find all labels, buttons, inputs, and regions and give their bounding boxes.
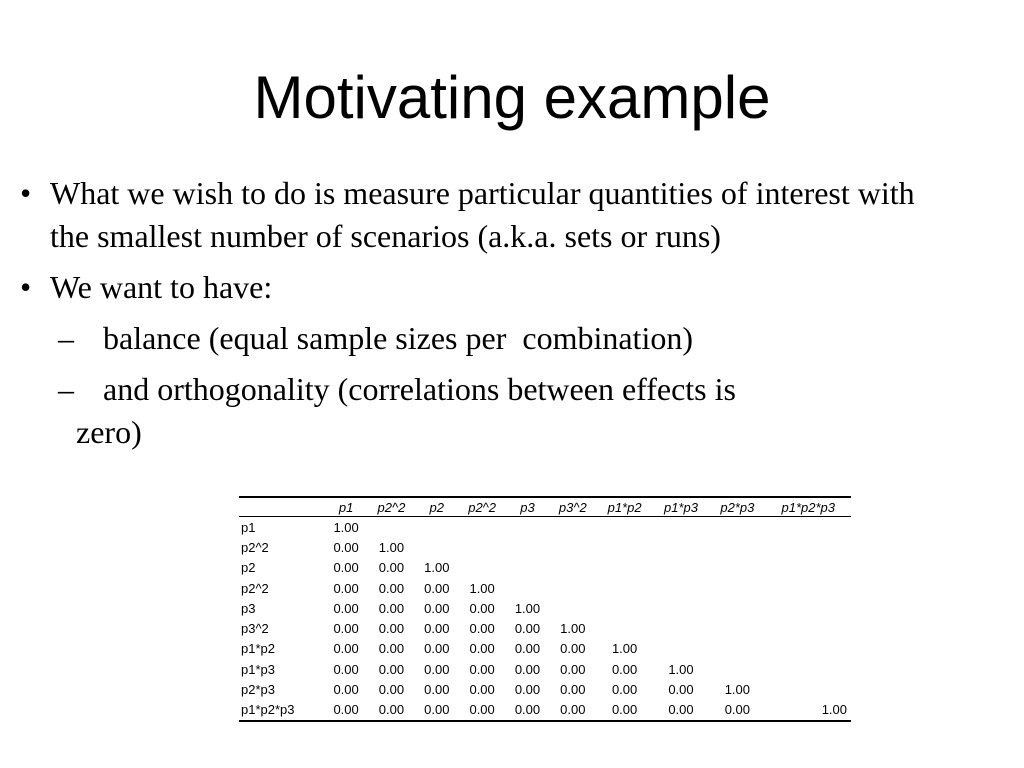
table-cell: 0.00 [469,641,495,657]
table-cell: 0.00 [333,702,359,718]
table-cell: 1.00 [333,519,359,535]
sub-bullet-item [20,368,930,454]
table-row-label: p1*p3 [241,661,275,677]
table-column-header: p1*p2*p3 [766,497,851,517]
table-cell [653,598,709,618]
table-cell [549,517,596,538]
table-cell: 1.00 [821,702,847,718]
table-cell [766,618,851,638]
table-cell: 0.00 [469,600,495,616]
table-cell [766,517,851,538]
table-column-header: p2*p3 [709,497,765,517]
table-cell [709,659,765,679]
table-cell [766,639,851,659]
table-cell: 0.00 [424,682,450,698]
table-cell: 0.00 [469,661,495,677]
bullet-item [20,266,930,309]
table-cell [766,578,851,598]
table-cell [766,679,851,699]
table-cell: 0.00 [333,641,359,657]
table-cell [415,517,459,538]
table-cell: 0.00 [560,661,586,677]
table-cell: 0.00 [378,641,405,657]
table-cell: 0.00 [724,702,750,718]
table-column-header: p1 [324,497,368,517]
table-column-header: p3 [506,497,550,517]
table-cell [653,517,709,538]
table-cell: 0.00 [514,682,541,698]
table-column-header: p1*p2 [596,497,652,517]
table-cell: 0.00 [469,621,495,637]
bullet-text: What we wish to do is measure particular quantities of interest with the smallest number of scenarios (a.k.a. sets or runs) [50,175,915,254]
table-cell: 0.00 [611,661,638,677]
table-cell [709,537,765,557]
table-cell [709,598,765,618]
table-cell [506,537,550,557]
table-cell [459,537,506,557]
table-cell: 0.00 [560,682,586,698]
bullet-mark: • [20,175,32,211]
table-cell [596,558,652,578]
table-cell [506,517,550,538]
table-cell [766,659,851,679]
table-cell [506,558,550,578]
table-row [239,679,851,699]
table-cell: 0.00 [611,682,638,698]
table-cell: 1.00 [424,560,450,576]
sub-bullet-text-continued: zero) [76,414,142,450]
table-cell: 0.00 [424,702,450,718]
table-row-label: p1 [241,519,256,535]
table-cell: 0.00 [378,560,405,576]
table-cell: 0.00 [424,600,450,616]
table-row [239,639,851,659]
table-cell: 1.00 [724,682,750,698]
table-row [239,578,851,598]
table-header-row [239,497,851,517]
table-cell: 0.00 [333,580,359,596]
table-cell: 0.00 [514,621,541,637]
table-cell [596,578,652,598]
table-cell: 0.00 [469,702,495,718]
table-cell [709,618,765,638]
table-row-label: p2 [241,560,256,576]
sub-bullet-item [20,317,930,360]
table-cell: 0.00 [333,560,359,576]
table-row [239,598,851,618]
table-cell: 0.00 [333,682,359,698]
bullet-list [20,172,930,462]
sub-bullet-text: and orthogonality (correlations between effects is [95,371,736,407]
table-cell [709,578,765,598]
table-column-header: p3^2 [549,497,596,517]
table-cell [766,558,851,578]
table-column-header: p2^2 [459,497,506,517]
table-row-label: p3^2 [241,621,269,637]
table-row [239,558,851,578]
table-cell [653,578,709,598]
table-column-header: p2^2 [368,497,415,517]
table-cell: 0.00 [668,682,694,698]
bullet-text: We want to have: [50,269,273,305]
table-cell: 0.00 [333,600,359,616]
table-cell: 1.00 [611,641,638,657]
table-row [239,700,851,721]
correlation-table-container [239,496,851,722]
table-cell [596,537,652,557]
table-cell: 0.00 [333,661,359,677]
table-cell: 1.00 [514,600,541,616]
table-cell: 0.00 [611,702,638,718]
table-row-label: p1*p2 [241,641,275,657]
table-cell: 0.00 [378,621,405,637]
dash-mark: – [58,320,74,356]
table-cell [549,537,596,557]
table-row [239,537,851,557]
table-cell: 0.00 [424,641,450,657]
table-cell: 1.00 [560,621,586,637]
table-cell: 1.00 [469,580,495,596]
table-cell [709,517,765,538]
table-row-label: p3 [241,600,256,616]
table-cell [709,558,765,578]
table-column-header: p1*p3 [653,497,709,517]
table-cell: 0.00 [378,702,405,718]
table-cell [549,598,596,618]
dash-mark: – [58,371,74,407]
table-cell [368,517,415,538]
table-row-label: p2^2 [241,539,269,555]
table-row [239,618,851,638]
table-cell: 0.00 [424,621,450,637]
table-cell: 1.00 [378,539,405,555]
table-cell [549,578,596,598]
table-cell: 0.00 [514,661,541,677]
table-cell [766,598,851,618]
table-cell: 0.00 [378,682,405,698]
table-row-label: p2^2 [241,580,269,596]
table-cell: 0.00 [378,580,405,596]
bullet-mark: • [20,269,32,305]
table-row [239,517,851,538]
table-cell [596,598,652,618]
table-cell: 0.00 [424,661,450,677]
table-cell [709,639,765,659]
table-cell: 0.00 [560,702,586,718]
table-row [239,659,851,679]
sub-bullet-text: balance (equal sample sizes per combination) [95,320,693,356]
table-cell: 0.00 [469,682,495,698]
table-body [239,517,851,721]
table-column-header: p2 [415,497,459,517]
table-cell: 0.00 [514,641,541,657]
table-cell [653,537,709,557]
table-row-label: p1*p2*p3 [241,702,295,718]
table-cell [766,537,851,557]
table-cell: 0.00 [333,539,359,555]
slide-title: Motivating example [253,64,771,131]
table-cell: 1.00 [668,661,694,677]
correlation-table [239,496,851,722]
table-cell: 0.00 [378,661,405,677]
table-cell: 0.00 [378,600,405,616]
table-cell [506,578,550,598]
table-cell [596,618,652,638]
table-cell: 0.00 [668,702,694,718]
table-cell [459,517,506,538]
table-cell: 0.00 [333,621,359,637]
table-cell [596,517,652,538]
table-cell: 0.00 [424,580,450,596]
table-corner-cell [239,497,324,517]
table-cell [415,537,459,557]
bullet-item [20,172,930,258]
table-cell: 0.00 [560,641,586,657]
table-cell [549,558,596,578]
table-cell [653,558,709,578]
table-row-label: p2*p3 [241,682,275,698]
table-cell [459,558,506,578]
table-cell [653,618,709,638]
table-cell: 0.00 [514,702,541,718]
table-cell [653,639,709,659]
